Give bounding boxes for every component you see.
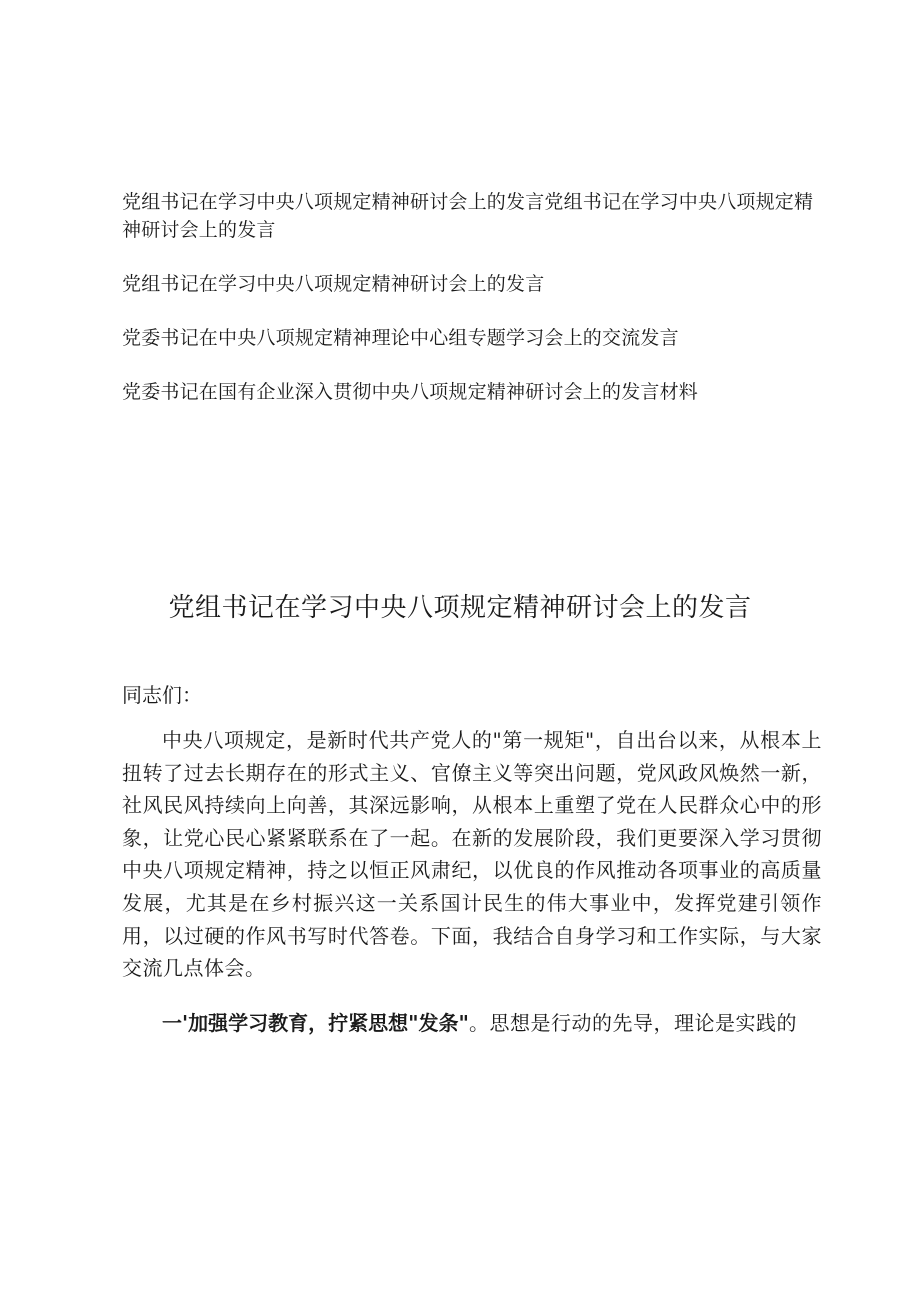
section-1-text: 。思想是行动的先导，理论是实践的 (468, 1010, 797, 1035)
toc-item-2: 党组书记在学习中央八项规定精神研讨会上的发言 (122, 273, 545, 295)
section-1-paragraph (122, 1007, 822, 1039)
toc-item-1: 党组书记在学习中央八项规定精神研讨会上的发言党组书记在学习中央八项规定精神研讨会上的发言 (122, 191, 814, 241)
toc-item-3: 党委书记在中央八项规定精神理论中心组专题学习会上的交流发言 (122, 327, 679, 349)
section-1-heading: 一'加强学习教育，拧紧思想"发条" (162, 1010, 469, 1035)
table-of-contents (122, 188, 822, 406)
toc-item-4: 党委书记在国有企业深入贯彻中央八项规定精神研讨会上的发言材料 (122, 381, 699, 403)
salutation: 同志们： (122, 683, 202, 707)
document-title: 党组书记在学习中央八项规定精神研讨会上的发言 (168, 593, 752, 623)
document-body (122, 680, 822, 1039)
intro-paragraph: 中央八项规定，是新时代共产党人的"第一规矩"，自出台以来，从根本上扭转了过去长期存在的形式主义、官僚主义等突出问题，党风政风焕然一新，社风民风持续向上向善，其深远影响，从根本上重塑了党在人民群众心中的形象，让党心民心紧紧联系在了一起。在新的发展阶段，我们更要深入学习贯彻中央八项规定精神，持之以恒正风肃纪，以优良的作风推动各项事业的高质量发展，尤其是在乡村振兴这一关系国计民生的伟大事业中，发挥党建引领作用，以过硬的作风书写时代答卷。下面，我结合自身学习和工作实际，与大家交流几点体会。 (122, 728, 822, 981)
